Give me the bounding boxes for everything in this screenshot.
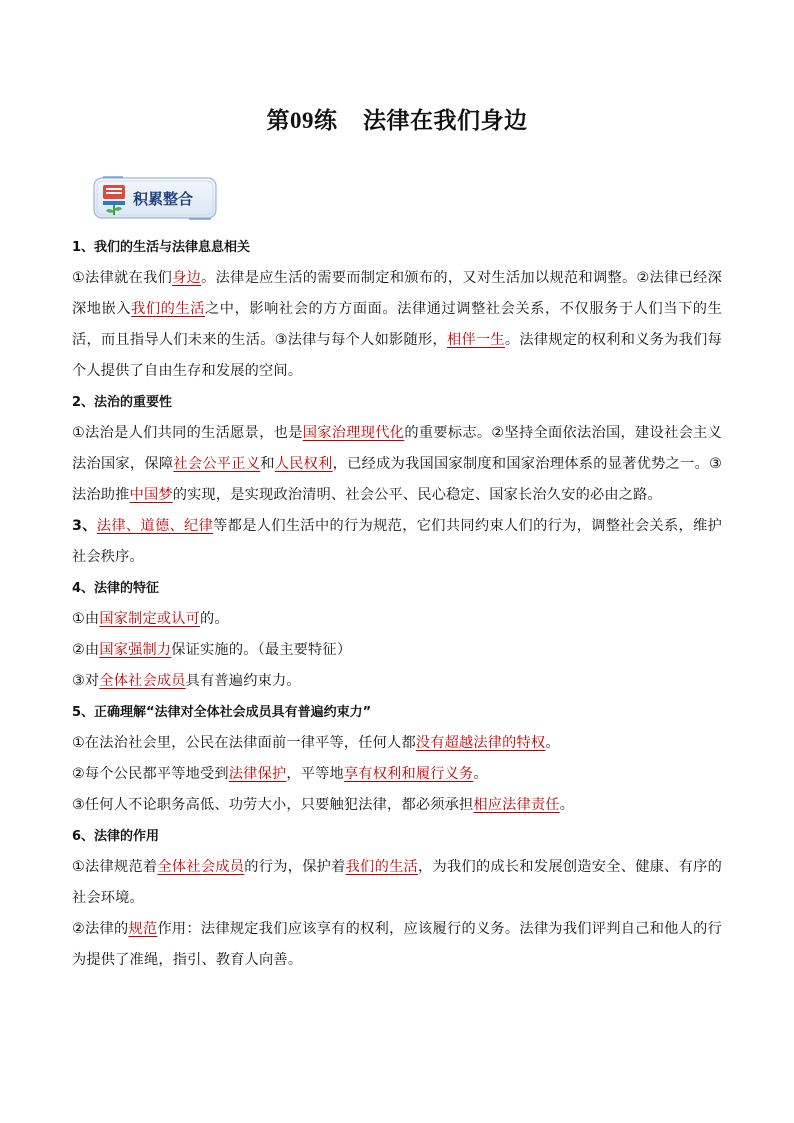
- keyword: 国家治理现代化: [302, 425, 405, 441]
- list-item: ①法律规范着全体社会成员的行为，保护着我们的生活，为我们的成长和发展创造安全、健康、有序的社会环境。: [72, 859, 723, 906]
- list-item: ②由国家强制力保证实施的。（最主要特征）: [72, 642, 352, 658]
- keyword: 法律保护: [228, 766, 287, 782]
- section-5-heading: 5、正确理解“法律对全体社会成员具有普遍约束力”: [72, 705, 372, 720]
- keyword: 人民权利: [274, 456, 333, 472]
- list-item: ①由国家制定或认可的。: [72, 611, 229, 627]
- section-2-text: ①法治是人们共同的生活愿景，也是国家治理现代化的重要标志。②坚持全面依法治国，建设社会主义法治国家，保障社会公平正义和人民权利，已经成为我国国家制度和国家治理体系的显著优势之一。③法治助推中国梦的实现，是实现政治清明、社会公平、民心稳定、国家长治久安的必由之路。: [72, 425, 723, 503]
- title-main: 法律在我们身边: [363, 107, 528, 134]
- keyword: 我们的生活: [131, 301, 206, 317]
- section-3-number: 3、: [72, 518, 97, 534]
- title-prefix: 第: [266, 107, 290, 134]
- keyword: 身边: [172, 270, 202, 286]
- keyword: 没有超越法律的特权: [415, 735, 546, 751]
- keyword: 规范: [128, 921, 158, 937]
- keyword: 国家强制力: [99, 642, 172, 658]
- section-badge: [93, 175, 217, 221]
- document-body: [72, 232, 722, 976]
- keyword: 相伴一生: [446, 332, 505, 348]
- title-suffix: 练: [313, 107, 338, 134]
- list-item: ③对全体社会成员具有普遍约束力。: [72, 673, 301, 689]
- section-1-text: ①法律就在我们身边。法律是应生活的需要而制定和颁布的，又对生活加以规范和调整。②法律已经深深地嵌入我们的生活之中，影响社会的方方面面。法律通过调整社会关系，不仅服务于人们当下的生活，而且指导人们未来的生活。③法律与每个人如影随形，相伴一生。法律规定的权利和义务为我们每个人提供了自由生存和发展的空间。: [72, 270, 723, 379]
- list-item: ③任何人不论职务高低、功劳大小，只要触犯法律，都必须承担相应法律责任。: [72, 797, 575, 813]
- keyword: 我们的生活: [345, 859, 419, 875]
- list-item: ①在法治社会里，公民在法律面前一律平等，任何人都没有超越法律的特权。: [72, 735, 560, 751]
- keyword: 中国梦: [129, 487, 173, 503]
- keyword: 全体社会成员: [157, 859, 245, 875]
- list-item: ②每个公民都平等地受到法律保护，平等地享有权利和履行义务。: [72, 766, 488, 782]
- keyword: 社会公平正义: [173, 456, 261, 472]
- keyword: 法律、道德、纪律: [96, 518, 214, 534]
- keyword: 享有权利和履行义务: [343, 766, 474, 782]
- section-2-heading: 2、法治的重要性: [72, 395, 173, 410]
- page-title: [0, 102, 794, 135]
- list-item: ②法律的规范作用：法律规定我们应该享有的权利，应该履行的义务。法律为我们评判自己和他人的行为提供了准绳，指引、教育人向善。: [72, 921, 722, 968]
- keyword: 国家制定或认可: [99, 611, 201, 627]
- section-1-heading: 1、我们的生活与法律息息相关: [72, 240, 251, 255]
- title-number: 09: [289, 108, 314, 133]
- section-4-heading: 4、法律的特征: [72, 581, 160, 596]
- badge-label: 积累整合: [133, 190, 194, 208]
- section-6-heading: 6、法律的作用: [72, 829, 160, 844]
- keyword: 全体社会成员: [99, 673, 186, 689]
- keyword: 相应法律责任: [473, 797, 560, 813]
- section-3-text: 3、法律、道德、纪律等都是人们生活中的行为规范，它们共同约束人们的行为，调整社会关系，维护社会秩序。: [72, 518, 722, 565]
